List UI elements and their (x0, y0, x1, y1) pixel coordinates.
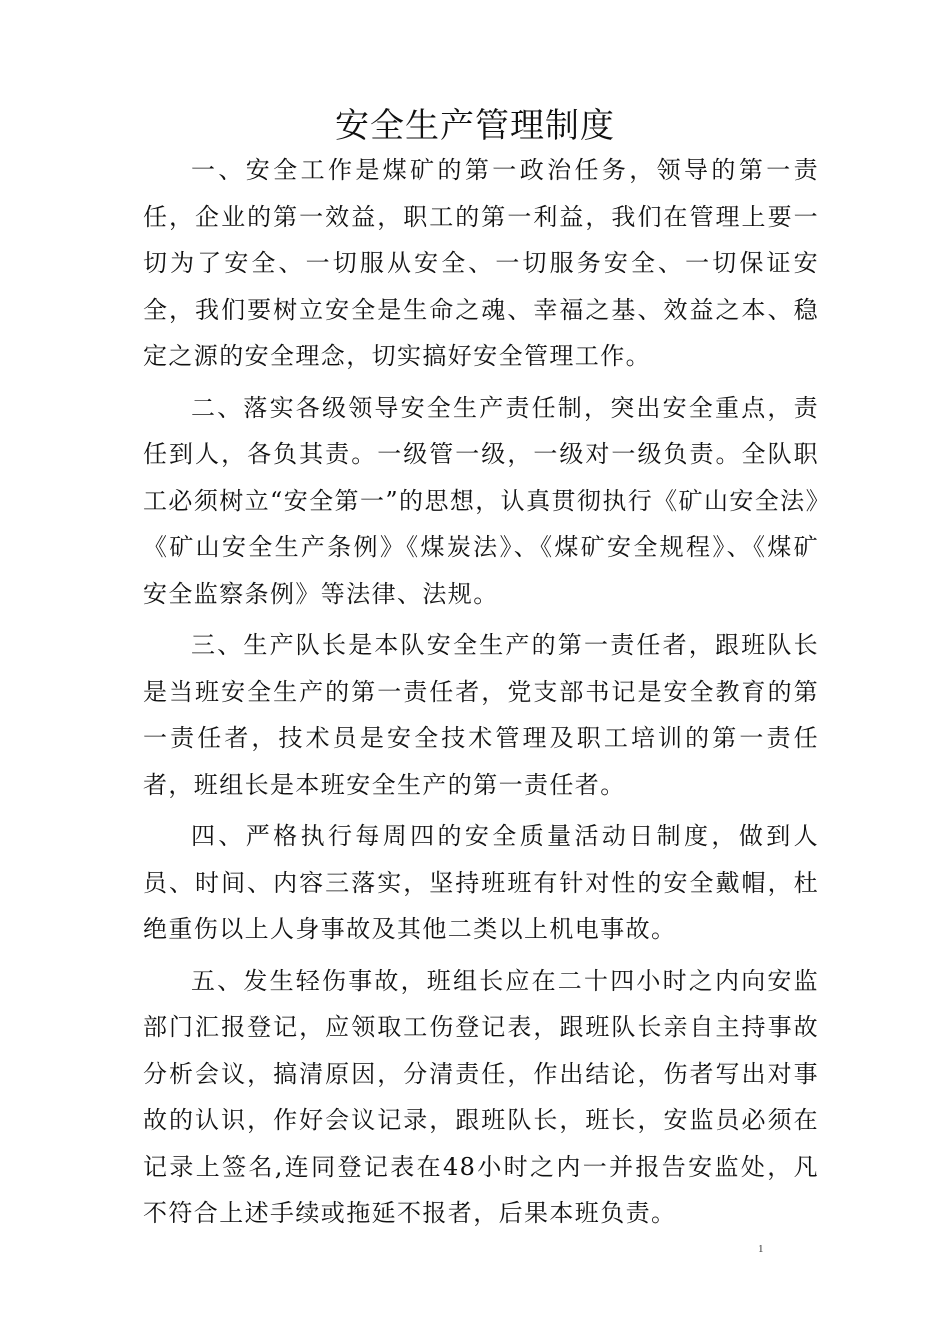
page-number: 1 (758, 1243, 764, 1255)
document-title: 安全生产管理制度 (335, 106, 615, 146)
paragraph-2: 二、落实各级领导安全生产责任制，突出安全重点，责任到人，各负其责。一级管一级，一级对一级负责。全队职工必须树立“安全第一”的思想，认真贯彻执行《矿山安全法》《矿山安全生产条例》《煤炭法》、《煤矿安全规程》、《煤矿安全监察条例》等法律、法规。 (143, 393, 819, 608)
paragraph-4: 四、严格执行每周四的安全质量活动日制度，做到人员、时间、内容三落实，坚持班班有针对性的安全戴帽，杜绝重伤以上人身事故及其他二类以上机电事故。 (143, 822, 819, 943)
document-body (143, 147, 819, 1242)
paragraph-1: 一、安全工作是煤矿的第一政治任务，领导的第一责任，企业的第一效益，职工的第一利益，我们在管理上要一切为了安全、一切服从安全、一切服务安全、一切保证安全，我们要树立安全是生命之魂、幸福之基、效益之本、稳定之源的安全理念，切实搞好安全管理工作。 (143, 156, 819, 370)
paragraph-5: 五、发生轻伤事故，班组长应在二十四小时之内向安监部门汇报登记，应领取工伤登记表，跟班队长亲自主持事故分析会议，搞清原因，分清责任，作出结论，伤者写出对事故的认识，作好会议记录，跟班队长，班长，安监员必须在记录上签名,连同登记表在48小时之内一并报告安监处，凡不符合上述手续或拖延不报者，后果本班负责。 (143, 966, 819, 1227)
paragraph-3: 三、生产队长是本队安全生产的第一责任者，跟班队长是当班安全生产的第一责任者，党支部书记是安全教育的第一责任者，技术员是安全技术管理及职工培训的第一责任者，班组长是本班安全生产的第一责任者。 (143, 631, 819, 799)
